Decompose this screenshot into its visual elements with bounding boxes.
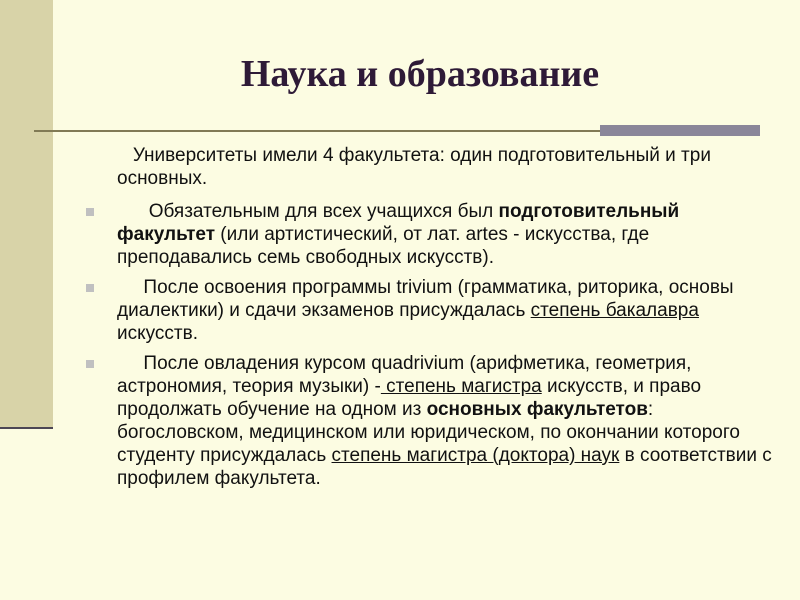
side-band-underline (0, 427, 53, 429)
item-text: в соответствии с профилем факультета. (117, 445, 772, 489)
slide-body (86, 144, 776, 497)
bachelor-degree-link[interactable]: степень бакалавра (530, 300, 699, 321)
divider-accent-bar (600, 125, 760, 136)
square-bullet-icon (86, 208, 94, 216)
slide-title: Наука и образование (240, 53, 600, 95)
list-item (86, 352, 776, 490)
item-text: Обязательным для всех учащихся был (117, 201, 499, 222)
list-item (86, 276, 776, 345)
square-bullet-icon (86, 284, 94, 292)
square-bullet-icon (86, 360, 94, 368)
doctor-degree-link[interactable]: степень магистра (доктора) наук (331, 445, 620, 466)
item-bold-term: основных факультетов (426, 399, 648, 420)
item-bold-term: подготовительный факультет (117, 201, 680, 245)
item-text: искусств, и право продолжать обучение на одном из (117, 376, 702, 420)
item-text: : богословском, медицинском или юридическом, по окончании которого студенту присуждалась (117, 399, 740, 466)
master-degree-link[interactable]: степень магистра (380, 376, 542, 397)
item-text: После освоения программы trivium (грамматика, риторика, основы диалектики) и сдачи экзаменов присуждалась (117, 277, 739, 321)
intro-paragraph (86, 144, 776, 190)
intro-indent (117, 145, 133, 166)
intro-text: Университеты имели 4 факультета: один подготовительный и три основных. (117, 145, 711, 189)
item-text: (или артистический, от лат. artes - искусства, где преподавались семь свободных искусств). (117, 224, 650, 268)
item-text: После овладения курсом quadrivium (арифметика, геометрия, астрономия, теория музыки) - (117, 353, 697, 397)
item-text: искусств. (117, 323, 199, 344)
list-item (86, 200, 776, 269)
